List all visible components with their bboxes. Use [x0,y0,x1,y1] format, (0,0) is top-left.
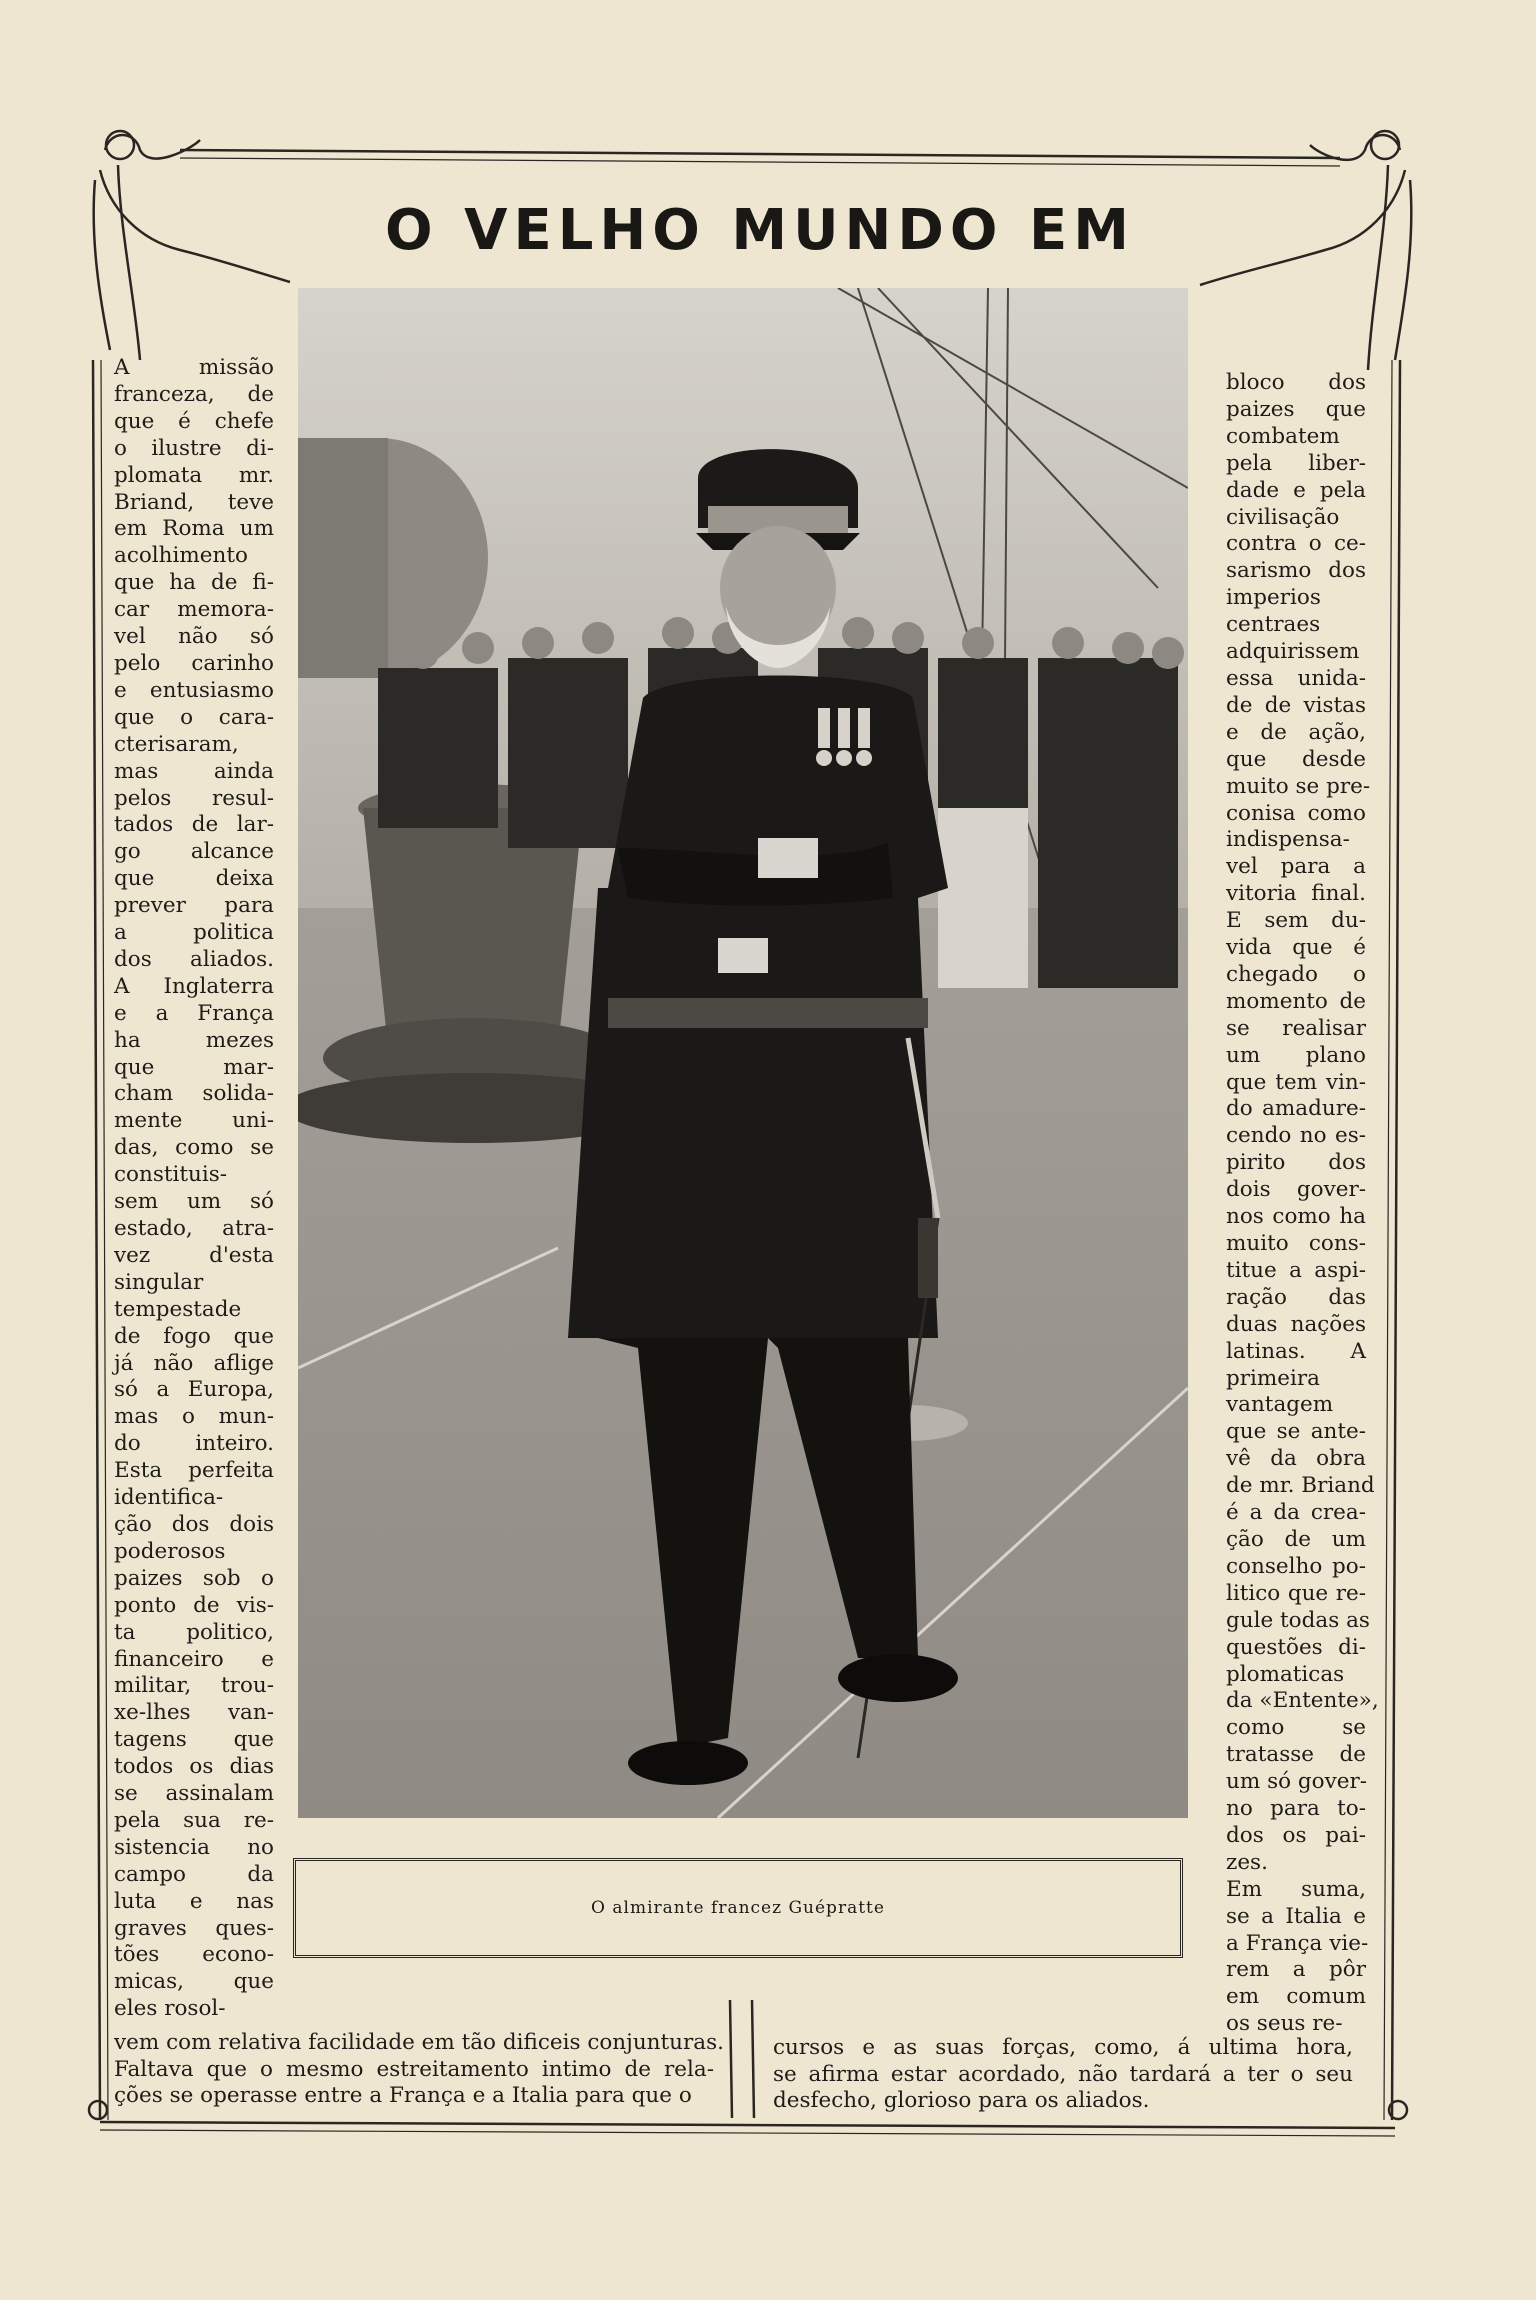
text-line: A missão [114,355,274,380]
text-line: de de vistas [1226,692,1366,718]
text-line: que ha de fi- [114,570,274,596]
text-line: dos os pai- [1226,1822,1366,1848]
text-line: financeiro e [114,1646,274,1672]
text-line: estado, atra- [114,1216,274,1241]
text-line: luta e nas [114,1888,274,1914]
text-line: em Roma um [114,516,274,542]
text-line: pelo carinho [114,650,274,676]
text-line: os seus re- [1226,2011,1343,2037]
text-line: centraes [1226,612,1321,638]
text-line: vê da obra [1226,1446,1366,1472]
text-line: nos como ha [1226,1204,1366,1230]
text-line: que deixa [114,866,274,892]
text-line: indispensa- [1226,827,1350,853]
text-line: que se ante- [1226,1419,1366,1445]
text-line: a politica [114,920,274,946]
text-line: vez d'esta [114,1242,274,1268]
text-line: A Inglaterra [114,973,274,999]
text-line: gule todas as [1226,1607,1370,1633]
text-line: vel não só [114,624,274,650]
text-line: e a França [114,1000,274,1026]
text-line: mente uni- [114,1108,274,1134]
text-line: contra o ce- [1226,531,1366,557]
text-line: ração das [1226,1284,1366,1310]
text-line: car memora- [114,597,274,623]
text-line: se assinalam [114,1781,274,1807]
text-line: e entusiasmo [114,677,274,703]
text-line: imperios [1226,585,1321,611]
text-line: tempestade [114,1296,242,1322]
text-line: desfecho, glorioso para os aliados. [773,2088,1150,2113]
text-line: de mr. Briand [1226,1473,1375,1499]
text-line: pela liber- [1226,450,1366,476]
text-line: momento de [1226,988,1366,1014]
text-line: litico que re- [1226,1580,1366,1606]
text-line: primeira [1226,1365,1320,1391]
text-line: só a Europa, [114,1377,274,1403]
text-line: ção de um [1226,1526,1366,1552]
text-line: do amadure- [1226,1096,1366,1122]
text-line: civilisação [1226,504,1340,530]
text-line: militar, trou- [114,1673,274,1699]
text-line: rem a pôr [1226,1957,1366,1983]
text-line: vitoria final. [1226,881,1366,907]
text-line: vel para a [1226,854,1366,880]
text-line: dade e pela [1226,477,1366,503]
text-line: se realisar [1226,1015,1366,1041]
text-line: paizes sob o [114,1565,274,1591]
text-line: cham solida- [114,1081,274,1107]
text-line: latinas. A [1226,1338,1366,1364]
text-line: que o cara- [114,704,274,730]
article-left-column [114,355,274,2023]
page-title: O VELHO MUNDO EM [385,198,1135,263]
text-line: mas o mun- [114,1404,274,1430]
text-line: tões econo- [114,1942,274,1968]
text-line: micas, que [114,1969,274,1995]
text-line: bloco dos [1226,370,1366,395]
text-line: de fogo que [114,1323,274,1349]
text-line: um plano [1226,1042,1366,1068]
text-line: graves ques- [114,1915,274,1941]
text-line: eles rosol- [114,1996,226,2022]
text-line: que é chefe [114,408,274,434]
text-line: identifica- [114,1485,224,1511]
article-right-column [1226,370,1379,2038]
text-line: Briand, teve [114,489,274,515]
text-line: tratasse de [1226,1742,1366,1768]
text-line: que desde [1226,746,1366,772]
text-line: a França vie- [1226,1930,1369,1956]
text-line: conisa como [1226,800,1366,826]
text-line: tagens que [114,1727,274,1753]
text-line: adquirissem [1226,639,1360,665]
admiral-photo [298,288,1188,1818]
text-line: zes. [1226,1849,1268,1875]
text-line: campo da [114,1861,274,1887]
text-line: ta politico, [114,1619,274,1645]
text-line: chegado o [1226,961,1366,987]
text-line: sarismo dos [1226,558,1366,584]
text-line: mas ainda [114,758,274,784]
text-line: questões di- [1226,1634,1366,1660]
text-line: titue a aspi- [1226,1257,1366,1283]
text-line: muito cons- [1226,1231,1366,1256]
text-line: sem um só [114,1189,274,1215]
text-line: o ilustre di- [114,435,274,461]
text-line: e de ação, [1226,719,1366,745]
text-line: acolhimento [114,543,248,569]
text-line: um só gover- [1226,1769,1367,1795]
text-line: dois gover- [1226,1177,1366,1203]
text-line: da «Entente», [1226,1688,1379,1714]
text-line: franceza, de [114,381,274,407]
text-line: ponto de vis- [114,1592,274,1618]
text-line: xe-lhes van- [114,1700,274,1726]
text-line: cursos e as suas forças, como, á ultima hora, [773,2035,1353,2060]
text-line: dos aliados. [114,946,274,972]
text-line: é a da crea- [1226,1500,1366,1526]
text-line: pelos resul- [114,785,274,811]
text-line: do inteiro. [114,1431,274,1457]
text-line: poderosos [114,1538,226,1564]
text-line: plomaticas [1226,1661,1345,1687]
text-line: essa unida- [1226,665,1366,691]
text-line: sistencia no [114,1834,274,1860]
text-line: prever para [114,893,274,919]
text-line: pirito dos [1226,1150,1366,1176]
text-line: E sem du- [1226,908,1366,934]
text-line: cendo no es- [1226,1123,1366,1149]
text-line: Em suma, [1226,1876,1366,1902]
text-line: ções se operasse entre a França e a Italia para que o [114,2083,692,2108]
text-line: tados de lar- [114,812,274,838]
text-line: que mar- [114,1054,274,1080]
text-line: ção dos dois [114,1511,274,1537]
text-line: vantagem [1226,1392,1334,1418]
text-line: cterisaram, [114,731,239,757]
text-line: singular [114,1269,204,1295]
article-bottom-right [773,2035,1353,2115]
text-line: como se [1226,1715,1366,1741]
text-line: das, como se [114,1135,274,1161]
admiral-photo-illustration [298,288,1188,1818]
photo-caption-box [293,1858,1183,1958]
text-line: se afirma estar acordado, não tardará a ter o seu [773,2061,1353,2087]
text-line: paizes que [1226,396,1366,422]
text-line: ha mezes [114,1027,274,1053]
text-line: plomata mr. [114,462,274,488]
text-line: go alcance [114,839,274,865]
text-line: já não aflige [114,1350,274,1376]
article-bottom-left [114,2030,724,2110]
text-line: que tem vin- [1226,1069,1366,1095]
text-line: pela sua re- [114,1807,274,1833]
text-line: conselho po- [1226,1553,1366,1579]
text-line: no para to- [1226,1796,1366,1822]
text-line: Esta perfeita [114,1458,274,1484]
photo-caption: O almirante francez Guépratte [591,1898,885,1918]
text-line: constituis- [114,1162,228,1188]
text-line: em comum [1226,1984,1366,2010]
text-line: vem com relativa facilidade em tão dificeis conjunturas. [114,2030,724,2055]
text-line: combatem [1226,423,1340,449]
text-line: muito se pre- [1226,773,1371,799]
text-line: duas nações [1226,1311,1366,1337]
text-line: Faltava que o mesmo estreitamento intimo de rela- [114,2056,714,2082]
text-line: todos os dias [114,1754,274,1780]
text-line: vida que é [1226,935,1366,961]
text-line: se a Italia e [1226,1903,1366,1929]
